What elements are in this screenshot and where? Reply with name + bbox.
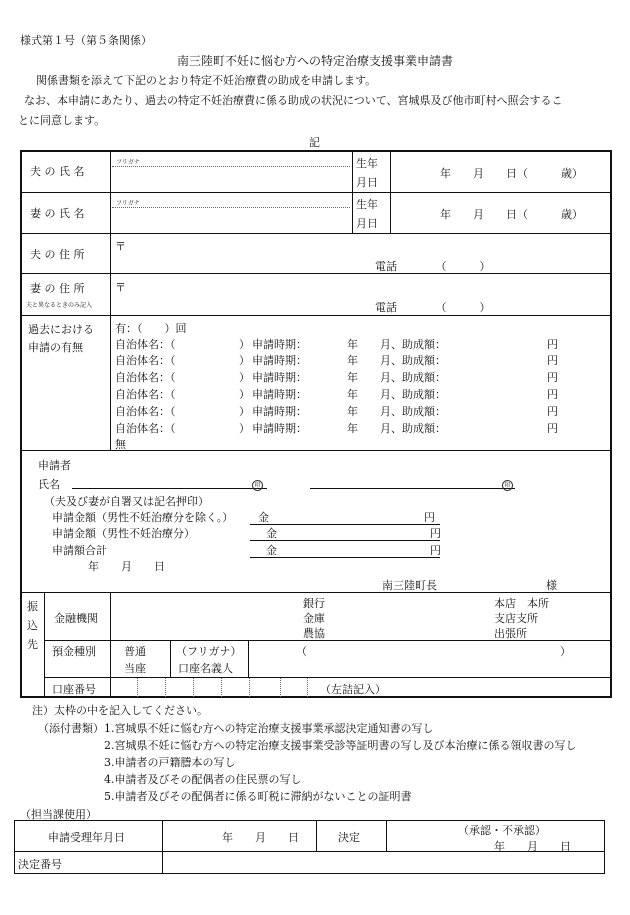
past-row-year: 年 [347,338,358,351]
amount-kin: 金 [258,511,269,524]
past-row-muni[interactable]: 自治体名：（ [115,422,176,435]
wife-phone[interactable]: 電話 （ ） [375,301,491,314]
application-date[interactable]: 年 月 日 [88,560,165,573]
past-no[interactable]: 無 [115,438,126,451]
past-row-muni[interactable]: 自治体名：（ [115,405,176,418]
wife-name-label: 妻 の 氏 名 [30,207,85,220]
amount-kin: 金 [266,527,277,540]
holder-name-field[interactable]: （ ） [296,645,571,658]
past-row-muni[interactable]: 自治体名：（ [115,388,176,401]
amount-label: 申請金額（男性不妊治療分） [52,527,195,540]
past-row-close: ） [239,371,250,384]
bank-type-ginko[interactable]: 銀行 [303,597,325,610]
past-row-close: ） [239,354,250,367]
attachments-label: （添付書類） [38,722,104,735]
past-row-year: 年 [347,371,358,384]
amount-field[interactable] [250,557,440,558]
husband-furigana-label: フリガナ [116,159,140,166]
husband-address-label: 夫 の 住 所 [30,248,85,261]
husband-signature-line[interactable] [72,488,267,489]
office-use-label: （担当課使用） [20,808,97,821]
husband-birth-label-2: 月日 [356,176,378,189]
received-date-label: 申請受理年月日 [48,831,125,844]
form-number: 様式第１号（第５条関係） [20,34,152,47]
honorific: 様 [546,579,557,592]
husband-birth-label: 生年 [356,157,378,170]
attachment-item: 1.宮城県不妊に悩む方への特定治療支援事業承認決定通知書の写し [104,722,434,735]
attachment-item: 4.申請者及びその配偶者の住民票の写し [104,773,302,786]
wife-birthdate-field[interactable]: 年 月 日（ 歳） [440,208,583,221]
past-row-muni[interactable]: 自治体名：（ [115,354,176,367]
bank-type-nokyo[interactable]: 農協 [303,627,325,640]
past-row-year: 年 [347,422,358,435]
decision-date-field[interactable]: 年 月 日 [494,840,571,853]
past-row-period[interactable]: 申請時期： [252,371,307,384]
mayor-addressee: 南三陸町長 [382,579,437,592]
amount-yen: 円 [430,544,441,557]
attachment-item: 3.申請者の戸籍謄本の写し [104,756,236,769]
past-application-label-2: 申請の有無 [28,341,83,354]
holder-furigana-label: （フリガナ） [176,645,242,658]
past-row-muni[interactable]: 自治体名：（ [115,371,176,384]
wife-postal-mark: 〒 [115,281,126,294]
past-row-year: 年 [347,388,358,401]
past-row-year: 年 [347,354,358,367]
decision-label: 決定 [338,831,360,844]
amount-kin: 金 [266,544,277,557]
transfer-side-1: 振 [27,600,38,613]
past-row-year: 年 [347,405,358,418]
form-note: 注）太枠の中を記入してください。 [32,704,208,717]
signature-note: （夫及び妻が自署又は記名押印） [44,495,209,508]
past-row-period[interactable]: 申請時期： [252,338,307,351]
past-row-amount[interactable]: 月、助成額： [380,405,446,418]
account-holder-label: 口座名義人 [178,662,233,675]
past-row-yen: 円 [547,422,558,435]
amount-yen: 円 [424,511,435,524]
husband-phone[interactable]: 電話 （ ） [375,260,491,273]
past-row-period[interactable]: 申請時期： [252,388,307,401]
wife-furigana-label: フリガナ [116,200,140,207]
account-fill-note: （左詰記入） [320,683,386,696]
amount-label: 申請額合計 [52,544,107,557]
attachment-item: 5.申請者及びその配偶者に係る町税に滞納がないことの証明書 [104,790,412,803]
past-row-amount[interactable]: 月、助成額： [380,354,446,367]
past-row-close: ） [239,405,250,418]
branch-honten[interactable]: 本店 本所 [494,597,549,610]
branch-shiten[interactable]: 支店支所 [494,612,538,625]
approval-choice[interactable]: （承認・不承認） [458,824,546,837]
past-row-amount[interactable]: 月、助成額： [380,422,446,435]
branch-shuccho[interactable]: 出張所 [494,627,527,640]
account-number-label: 口座番号 [52,683,96,696]
deposit-toza[interactable]: 当座 [124,662,146,675]
amount-field[interactable] [250,524,440,525]
past-row-yen: 円 [547,338,558,351]
past-row-yen: 円 [547,371,558,384]
applicant-label: 申請者 [38,459,71,472]
past-row-amount[interactable]: 月、助成額： [380,371,446,384]
past-row-period[interactable]: 申請時期： [252,422,307,435]
wife-signature-line[interactable] [310,488,515,489]
amount-yen: 円 [430,527,441,540]
past-row-amount[interactable]: 月、助成額： [380,388,446,401]
past-row-yen: 円 [547,388,558,401]
wife-address-label: 妻 の 住 所 [30,282,85,295]
past-row-yen: 円 [547,354,558,367]
wife-birth-label: 生年 [356,198,378,211]
wife-address-note: 夫と異なるときのみ記入 [26,302,93,309]
past-application-label: 過去における [28,323,94,336]
form-title: 南三陸町不妊に悩む方への特定治療支援事業申請書 [176,54,453,68]
amount-label: 申請金額（男性不妊治療分を除く。） [52,511,234,524]
financial-institution-label: 金融機関 [54,612,98,625]
husband-name-label: 夫 の 氏 名 [30,165,85,178]
applicant-name-label: 氏名 [38,478,60,491]
deposit-type-label: 預金種別 [52,645,96,658]
past-row-close: ） [239,388,250,401]
past-row-muni[interactable]: 自治体名：（ [115,338,176,351]
past-row-period[interactable]: 申請時期： [252,405,307,418]
past-row-yen: 円 [547,405,558,418]
past-row-close: ） [239,338,250,351]
wife-birth-label-2: 月日 [356,217,378,230]
decision-number-label: 決定番号 [18,858,62,871]
ki-heading: 記 [309,136,320,149]
past-yes-count[interactable]: 有：（ ）回 [115,322,187,335]
past-row-amount[interactable]: 月、助成額： [380,338,446,351]
received-date-field[interactable]: 年 月 日 [222,831,299,844]
deposit-futsu[interactable]: 普通 [124,645,146,658]
amount-field[interactable] [250,540,440,541]
intro-paragraph: 関係書類を添えて下記のとおり特定不妊治療費の助成を申請します。 [36,74,377,87]
transfer-side-2: 込 [27,619,38,632]
transfer-side-3: 先 [27,638,38,651]
attachment-item: 2.宮城県不妊に悩む方への特定治療支援事業受診等証明書の写し及び本治療に係る領収書の写し [104,739,577,752]
seal-2: 印 [502,477,513,491]
past-row-close: ） [239,422,250,435]
consent-paragraph: なお、本申請にあたり、過去の特定不妊治療費に係る助成の状況について、宮城県及び他市町村へ照会するこ [24,94,563,107]
husband-birthdate-field[interactable]: 年 月 日（ 歳） [440,167,583,180]
past-row-period[interactable]: 申請時期： [252,354,307,367]
seal-1: 印 [252,477,263,491]
husband-postal-mark: 〒 [115,240,126,253]
consent-paragraph-cont: とに同意します。 [18,114,106,127]
bank-type-kinko[interactable]: 金庫 [303,612,325,625]
